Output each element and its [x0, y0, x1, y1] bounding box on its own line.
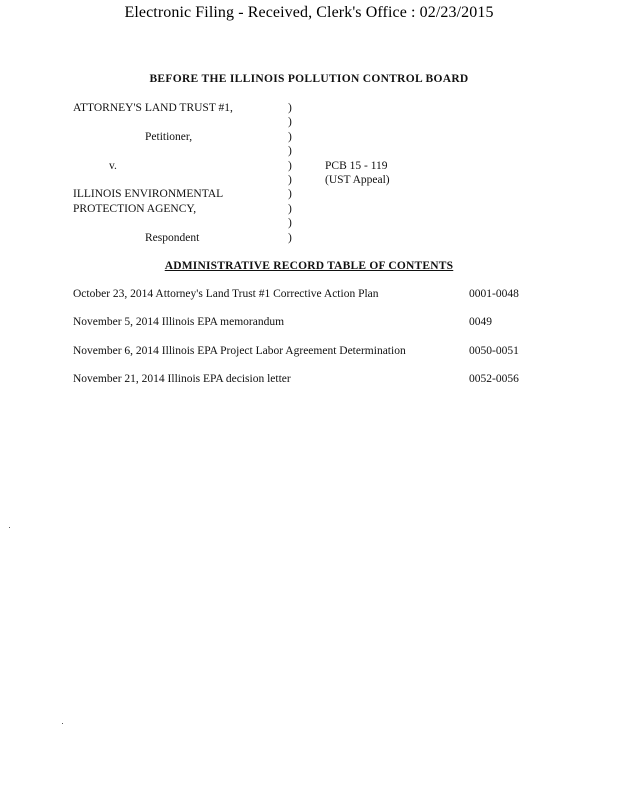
caption-brackets [288, 101, 292, 245]
toc-entry-pages: 0050-0051 [469, 345, 519, 357]
versus-label: v. [109, 159, 117, 172]
toc-entry-pages: 0052-0056 [469, 373, 519, 385]
scan-speck [62, 723, 63, 724]
board-title: BEFORE THE ILLINOIS POLLUTION CONTROL BOARD [149, 73, 469, 85]
scan-speck [9, 527, 10, 528]
petitioner-label: Petitioner, [145, 130, 193, 143]
case-number: PCB 15 - 119 [325, 160, 388, 172]
respondent-label: Respondent [145, 231, 200, 244]
caption-bracket: ) [288, 102, 292, 114]
caption-bracket: ) [288, 188, 292, 201]
caption-bracket: ) [288, 173, 292, 186]
caption-bracket: ) [288, 202, 292, 215]
toc-entry-pages: 0001-0048 [469, 288, 519, 300]
caption-blank [73, 144, 288, 158]
toc-entry [73, 288, 553, 303]
case-info [325, 159, 390, 188]
toc-entry-pages: 0049 [469, 316, 492, 328]
caption-bracket: ) [288, 145, 292, 158]
respondent-name-line-1: ILLINOIS ENVIRONMENTAL [73, 188, 224, 201]
caption-bracket: ) [288, 130, 292, 143]
caption-bracket: ) [288, 159, 292, 172]
toc-entry-description: November 5, 2014 Illinois EPA memorandum [73, 316, 285, 328]
caption-bracket: ) [288, 217, 292, 230]
toc-heading: ADMINISTRATIVE RECORD TABLE OF CONTENTS [164, 260, 454, 272]
caption-blank [73, 115, 288, 129]
toc-entry-description: November 6, 2014 Illinois EPA Project Labor Agreement Determination [73, 345, 406, 357]
toc-entry-description: October 23, 2014 Attorney's Land Trust #1 Corrective Action Plan [73, 288, 379, 300]
case-type: (UST Appeal) [325, 174, 390, 187]
toc-entry-description: November 21, 2014 Illinois EPA decision letter [73, 373, 291, 385]
toc-entry [73, 373, 553, 388]
caption-bracket: ) [288, 231, 292, 244]
filing-stamp: Electronic Filing - Received, Clerk's Office : 02/23/2015 [124, 4, 494, 21]
caption-bracket: ) [288, 116, 292, 129]
toc-entry [73, 316, 553, 331]
caption-blank [73, 216, 288, 230]
petitioner-name: ATTORNEY'S LAND TRUST #1, [73, 102, 233, 114]
caption-blank [73, 173, 288, 187]
case-caption [73, 101, 288, 245]
toc-entry [73, 345, 553, 360]
respondent-name-line-2: PROTECTION AGENCY, [73, 202, 197, 215]
